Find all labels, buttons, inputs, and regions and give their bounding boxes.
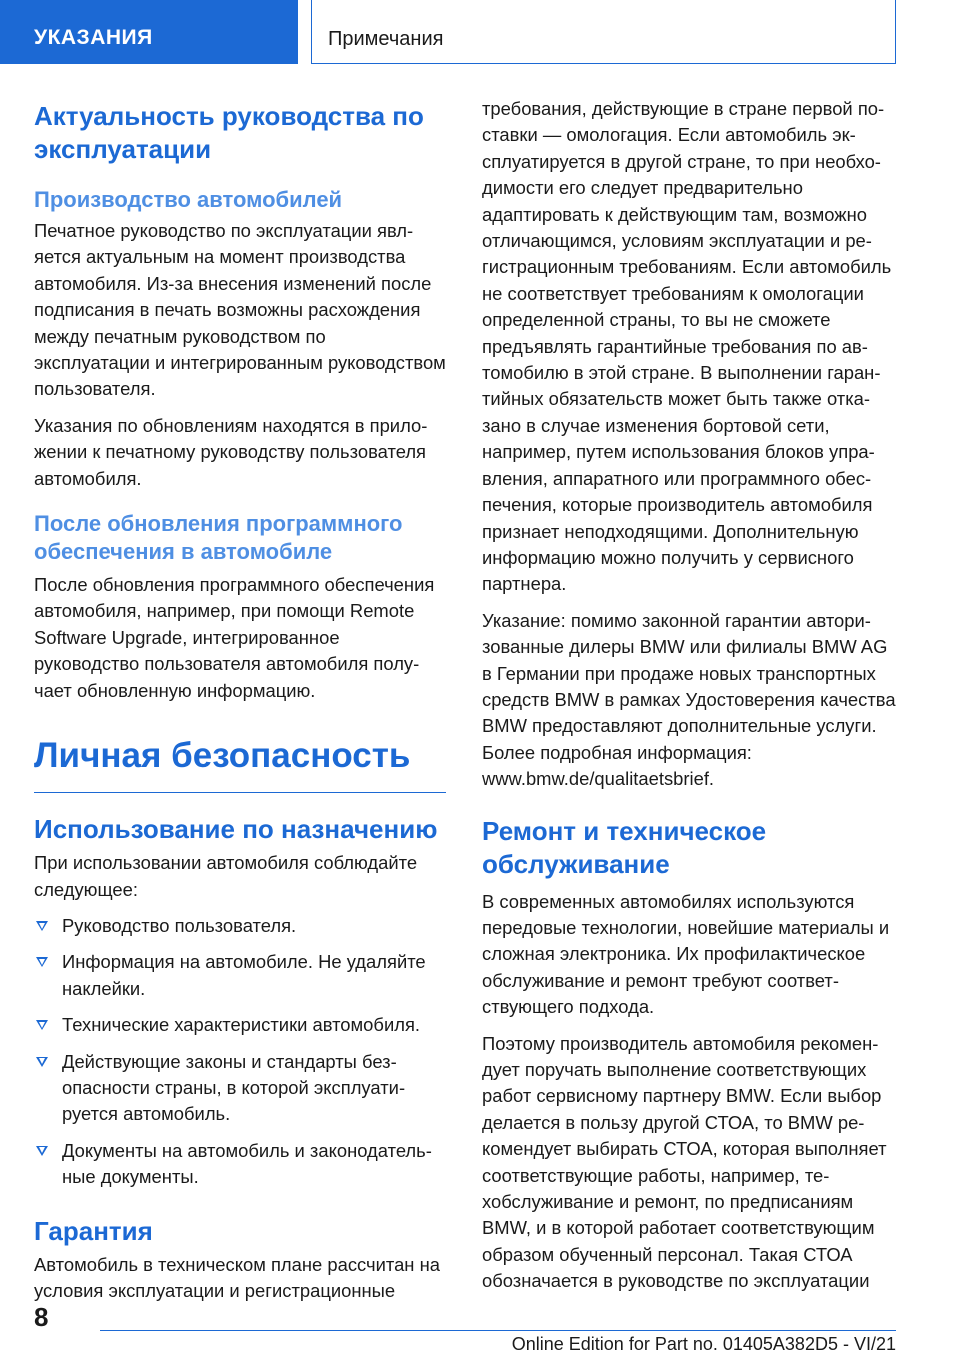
right-column (482, 96, 898, 1295)
left-column (34, 100, 446, 1304)
list-item (34, 949, 446, 1002)
heading-warranty: Гарантия (34, 1215, 153, 1246)
intended-use-list (34, 913, 446, 1191)
paragraph-warranty-note: Указание: помимо законной гарантии авторизованные дилеры BMW или филиалы BMW AG в Германии при продаже новых транспортных средств BMW в рамках Удостоверения качества BMW предоставляют дополнительные услуги. Более подробная информация: www.bmw.de/qualitaetsbrief. (482, 609, 896, 790)
heading-personal-safety: Личная безопасность (34, 736, 411, 776)
section-tab[interactable]: УКАЗАНИЯ (0, 0, 298, 64)
triangle-bullet-icon (36, 921, 48, 931)
triangle-bullet-icon (36, 1146, 48, 1156)
footer-divider (100, 1330, 896, 1331)
paragraph-production-2: Указания по обновлениям находятся в приложении к печатному руководству пользователя автомобиля. (34, 414, 428, 489)
footer-edition: Online Edition for Part no. 01405A382D5 - VI/21 (511, 1334, 896, 1354)
paragraph-intended-use: При использовании автомобиля соблюдайте следующее: (34, 852, 418, 900)
paragraph-warranty: Автомобиль в техническом плане рассчитан на условия эксплуатации и регистрационные (34, 1253, 440, 1301)
triangle-bullet-icon (36, 1057, 48, 1067)
paragraph-production-1: Печатное руководство по эксплуатации является актуальным на момент производства автомобиля. Из-за внесения изменений после подписания в печать возможны расхождения между печатным руководством по эксплуатации и интегрированным руководством пользователя. (34, 220, 446, 400)
list-item-text: Действующие законы и стандарты безопасности страны, в которой эксплуатируется автомобиль. (62, 1050, 406, 1125)
list-item (34, 1049, 446, 1128)
paragraph-warranty-continued: требования, действующие в стране первой поставки — омологация. Если автомобиль эксплуатируется в другой стране, то при необходимости его следует предварительно адаптировать к действующим там, возможно отличающимся, условиям эксплуатации и регистрационным требованиям. Если автомобиль не соответствует требованиям к омологации определенной страны, то вы не сможете предъявлять гарантийные требования по автомобилю в этой стране. В выполнении гарантийных обязательств может быть также отказано в случае изменения бортовой сети, например, путем использования блоков управления, аппаратного или программного обеспечения, которые производитель автомобиля признает неподходящими. Дополнительную информацию можно получить у сервисного партнера. (482, 98, 892, 595)
list-item-text: Информация на автомобиле. Не удаляйте наклейки. (62, 951, 426, 999)
paragraph-repair-1: В современных автомобилях используются передовые технологии, новейшие материалы и сложная электроника. Их профилактическое обслуживание и ремонт требуют соответствующего подхода. (482, 890, 890, 1018)
paragraph-repair-2: Поэтому производитель автомобиля рекомендует поручать выполнение соответствующих работ сервисному партнеру BMW. Если выбор делается в пользу другой СТОА, то BMW рекомендует выбирать СТОА, которая выполняет соответствующие работы, например, техобслуживание и ремонт, по предписаниям BMW, и в которой работает соответствующим образом обученный персонал. Такая СТОА обозначается в руководстве по эксплуатации (482, 1032, 887, 1292)
triangle-bullet-icon (36, 957, 48, 967)
list-item-text: Технические характеристики автомобиля. (62, 1014, 421, 1036)
heading-vehicle-production: Производство автомобилей (34, 187, 343, 212)
list-item (34, 913, 446, 939)
heading-repair-maintenance: Ремонт и техническое обслуживание (482, 815, 767, 879)
subsection-tab[interactable]: Примечания (311, 0, 896, 64)
list-item-text: Руководство пользователя. (62, 914, 297, 936)
heading-intended-use: Использование по назначению (34, 814, 438, 845)
paragraph-software-update: После обновления программного обеспечения автомобиля, например, при помощи Remote Software Upgrade, интегрированное руководство пользователя автомобиля получает обновленную информацию. (34, 574, 435, 701)
triangle-bullet-icon (36, 1020, 48, 1030)
list-item (34, 1138, 446, 1191)
heading-software-update: После обновления программного обеспечения в автомобиле (34, 511, 403, 565)
page-number: 8 (34, 1302, 49, 1332)
heading-manual-relevance: Актуальность руководства по эксплуатации (34, 101, 424, 164)
list-item (34, 1012, 446, 1038)
list-item-text: Документы на автомобиль и законодательные документы. (62, 1139, 432, 1188)
section-divider (34, 792, 446, 793)
